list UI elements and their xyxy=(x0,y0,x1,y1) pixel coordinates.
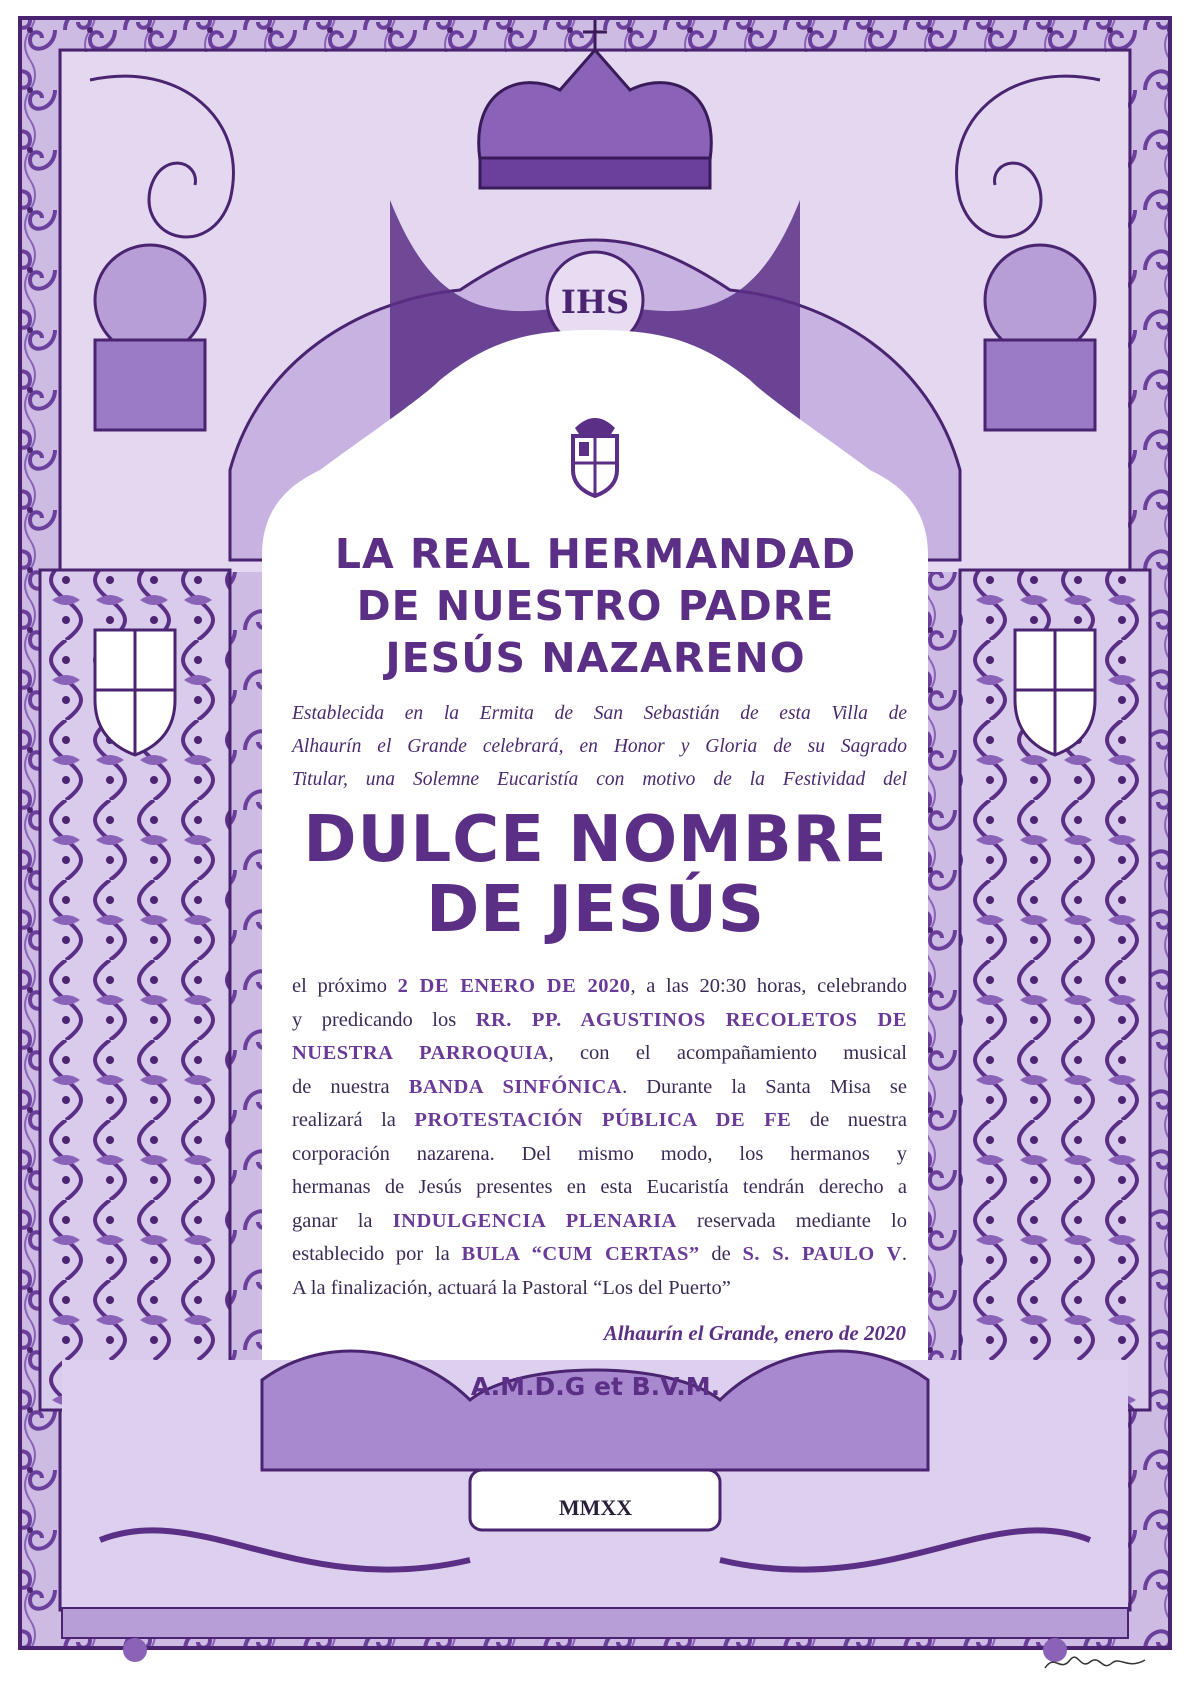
body-text: , a las 20:30 horas, celebrando xyxy=(630,975,908,997)
body-text: ganar la xyxy=(292,1209,393,1232)
body-line xyxy=(292,1238,907,1272)
title-line: LA REAL HERMANDAD xyxy=(334,530,857,578)
body-line xyxy=(292,1272,907,1306)
svg-text:IHS: IHS xyxy=(560,283,630,321)
intro-paragraph xyxy=(292,697,907,796)
crest-emblem xyxy=(565,408,625,498)
body-text: establecido por la xyxy=(292,1243,462,1265)
intro-line: Alhaurín el Grande celebrará, en Honor y Gloria de su Sagrado xyxy=(292,736,907,757)
body-text: realizará la xyxy=(292,1109,415,1131)
body-text: . Durante la Santa Misa se xyxy=(622,1075,907,1098)
body-line xyxy=(292,1205,907,1239)
place-date: Alhaurín el Grande, enero de 2020 xyxy=(603,1321,906,1345)
artist-signature xyxy=(1040,1648,1150,1678)
body-text: de xyxy=(699,1243,743,1265)
feast-line: DE JESÚS xyxy=(426,873,765,947)
body-line xyxy=(292,970,907,1004)
highlighted-text: 2 DE ENERO DE 2020 xyxy=(397,975,631,997)
intro-line: Establecida en la Ermita de San Sebastián de esta Villa de xyxy=(292,703,907,724)
title-line: JESÚS NAZARENO xyxy=(385,634,806,682)
body-text: , con el acompañamiento musical xyxy=(548,1042,908,1064)
highlighted-text: PROTESTACIÓN PÚBLICA DE FE xyxy=(414,1109,792,1131)
intro-line: Titular, una Solemne Eucaristía con motivo de la Festividad del xyxy=(292,769,907,790)
body-line xyxy=(292,1071,907,1105)
body-line xyxy=(292,1037,907,1071)
year-numeral: MMXX xyxy=(558,1495,633,1520)
motto: A.M.D.G et B.V.M. xyxy=(470,1372,721,1401)
body-text: reservada mediante lo xyxy=(676,1209,907,1232)
feast-title xyxy=(300,805,891,945)
body-text: y predicando los xyxy=(292,1008,476,1031)
brotherhood-title xyxy=(300,528,891,684)
title-line: DE NUESTRO PADRE xyxy=(356,582,835,630)
body-text: . xyxy=(901,1243,907,1265)
highlighted-text: BANDA SINFÓNICA xyxy=(408,1075,623,1098)
announcement-body xyxy=(292,970,907,1305)
highlighted-text: INDULGENCIA PLENARIA xyxy=(392,1209,677,1232)
body-line xyxy=(292,1171,907,1205)
body-text: A la finalización, actuará la Pastoral “Los del Puerto” xyxy=(292,1276,731,1299)
highlighted-text: RR. PP. AGUSTINOS RECOLETOS DE xyxy=(475,1008,907,1031)
feast-line: DULCE NOMBRE xyxy=(303,803,888,877)
body-text: hermanas de Jesús presentes en esta Eucaristía tendrán derecho a xyxy=(292,1176,907,1198)
body-text: de nuestra xyxy=(791,1109,908,1131)
body-line xyxy=(292,1138,907,1172)
body-text: el próximo xyxy=(292,975,398,997)
highlighted-text: NUESTRA PARROQUIA xyxy=(292,1042,549,1064)
highlighted-text: S. S. PAULO V xyxy=(742,1243,902,1265)
body-text: corporación nazarena. Del mismo modo, los hermanos y xyxy=(292,1142,907,1165)
body-line xyxy=(292,1004,907,1038)
body-text: de nuestra xyxy=(292,1075,409,1098)
body-line xyxy=(292,1104,907,1138)
highlighted-text: BULA “CUM CERTAS” xyxy=(461,1243,700,1265)
